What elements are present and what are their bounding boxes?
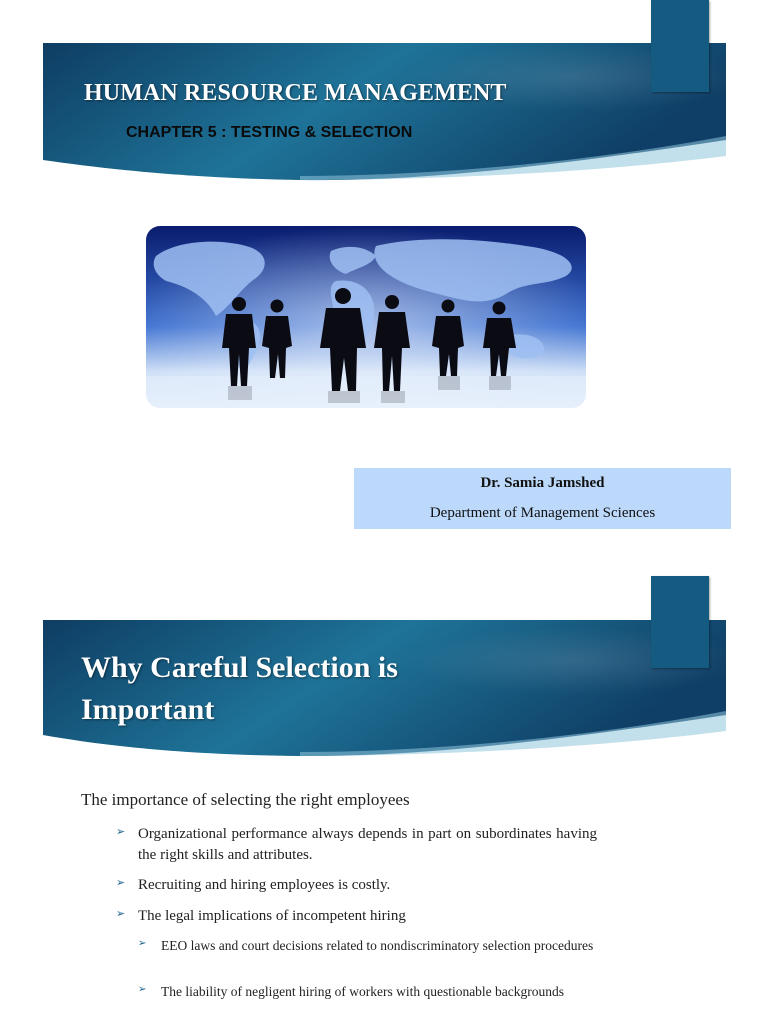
list-item — [116, 906, 597, 927]
bullet-text: The legal implications of incompetent hiring — [138, 908, 406, 924]
presentation-title: HUMAN RESOURCE MANAGEMENT — [84, 80, 507, 106]
arrow-bullet-icon: ➢ — [116, 825, 126, 838]
arrow-bullet-icon: ➢ — [138, 984, 147, 995]
sub-bullet-text: The liability of negligent hiring of workers with questionable backgrounds — [161, 984, 565, 999]
bullet-text: Recruiting and hiring employees is costly. — [138, 877, 391, 893]
chapter-subtitle: CHAPTER 5 : TESTING & SELECTION — [126, 124, 413, 141]
corner-tab — [651, 0, 709, 92]
intro-text: The importance of selecting the right employees — [81, 790, 410, 809]
list-item — [116, 875, 597, 896]
slide-title: Why Careful Selection is Important — [81, 651, 398, 726]
arrow-bullet-icon: ➢ — [116, 907, 126, 920]
arrow-bullet-icon: ➢ — [116, 876, 126, 889]
author-name: Dr. Samia Jamshed — [480, 475, 605, 491]
author-department: Department of Management Sciences — [429, 505, 656, 521]
author-info-box — [354, 468, 731, 529]
business-people-world-map-image — [146, 226, 586, 408]
sub-list-item — [138, 983, 597, 1001]
slide-why-careful-selection — [0, 575, 768, 1024]
sub-list-item — [138, 937, 597, 955]
sub-bullet-text: EEO laws and court decisions related to nondiscriminatory selection procedures — [161, 938, 594, 953]
bullet-text: Organizational performance always depends in part on subordinates having the right skills and attributes. — [138, 826, 597, 863]
list-item — [116, 824, 597, 866]
arrow-bullet-icon: ➢ — [138, 938, 147, 949]
corner-tab — [651, 576, 709, 668]
